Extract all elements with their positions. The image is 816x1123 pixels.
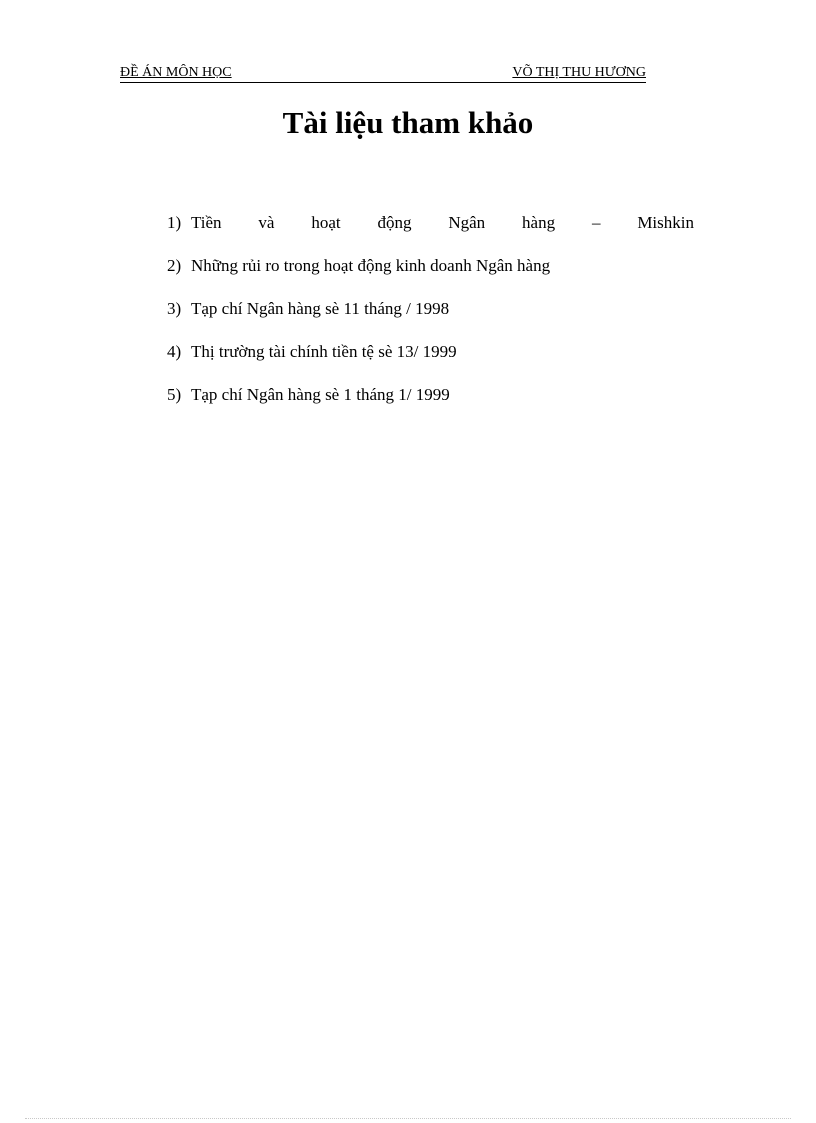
reference-text: Những rủi ro trong hoạt động kinh doanh Ngân hàng	[191, 256, 551, 275]
reference-list	[167, 212, 694, 427]
reference-number: 1)	[167, 213, 182, 232]
page-header	[120, 63, 646, 83]
page-bottom-border	[25, 1118, 791, 1119]
reference-item	[167, 212, 694, 234]
reference-item	[167, 298, 694, 320]
reference-item	[167, 341, 694, 363]
page-title: Tài liệu tham khảo	[282, 105, 534, 140]
reference-number: 2)	[167, 256, 182, 275]
reference-text: Tạp chí Ngân hàng sè 1 tháng 1/ 1999	[191, 385, 450, 404]
reference-text: Thị trường tài chính tiền tệ sè 13/ 1999	[191, 342, 457, 361]
reference-text: Tiền và hoạt động Ngân hàng – Mishkin	[191, 213, 694, 232]
reference-item	[167, 255, 694, 277]
header-course-label: ĐỀ ÁN MÔN HỌC	[120, 65, 232, 80]
reference-number: 4)	[167, 342, 182, 361]
reference-text: Tạp chí Ngân hàng sè 11 tháng / 1998	[191, 299, 450, 318]
reference-number: 5)	[167, 385, 182, 404]
reference-number: 3)	[167, 299, 182, 318]
reference-item	[167, 384, 694, 406]
header-author-name: VÕ THỊ THU HƯƠNG	[512, 65, 646, 80]
